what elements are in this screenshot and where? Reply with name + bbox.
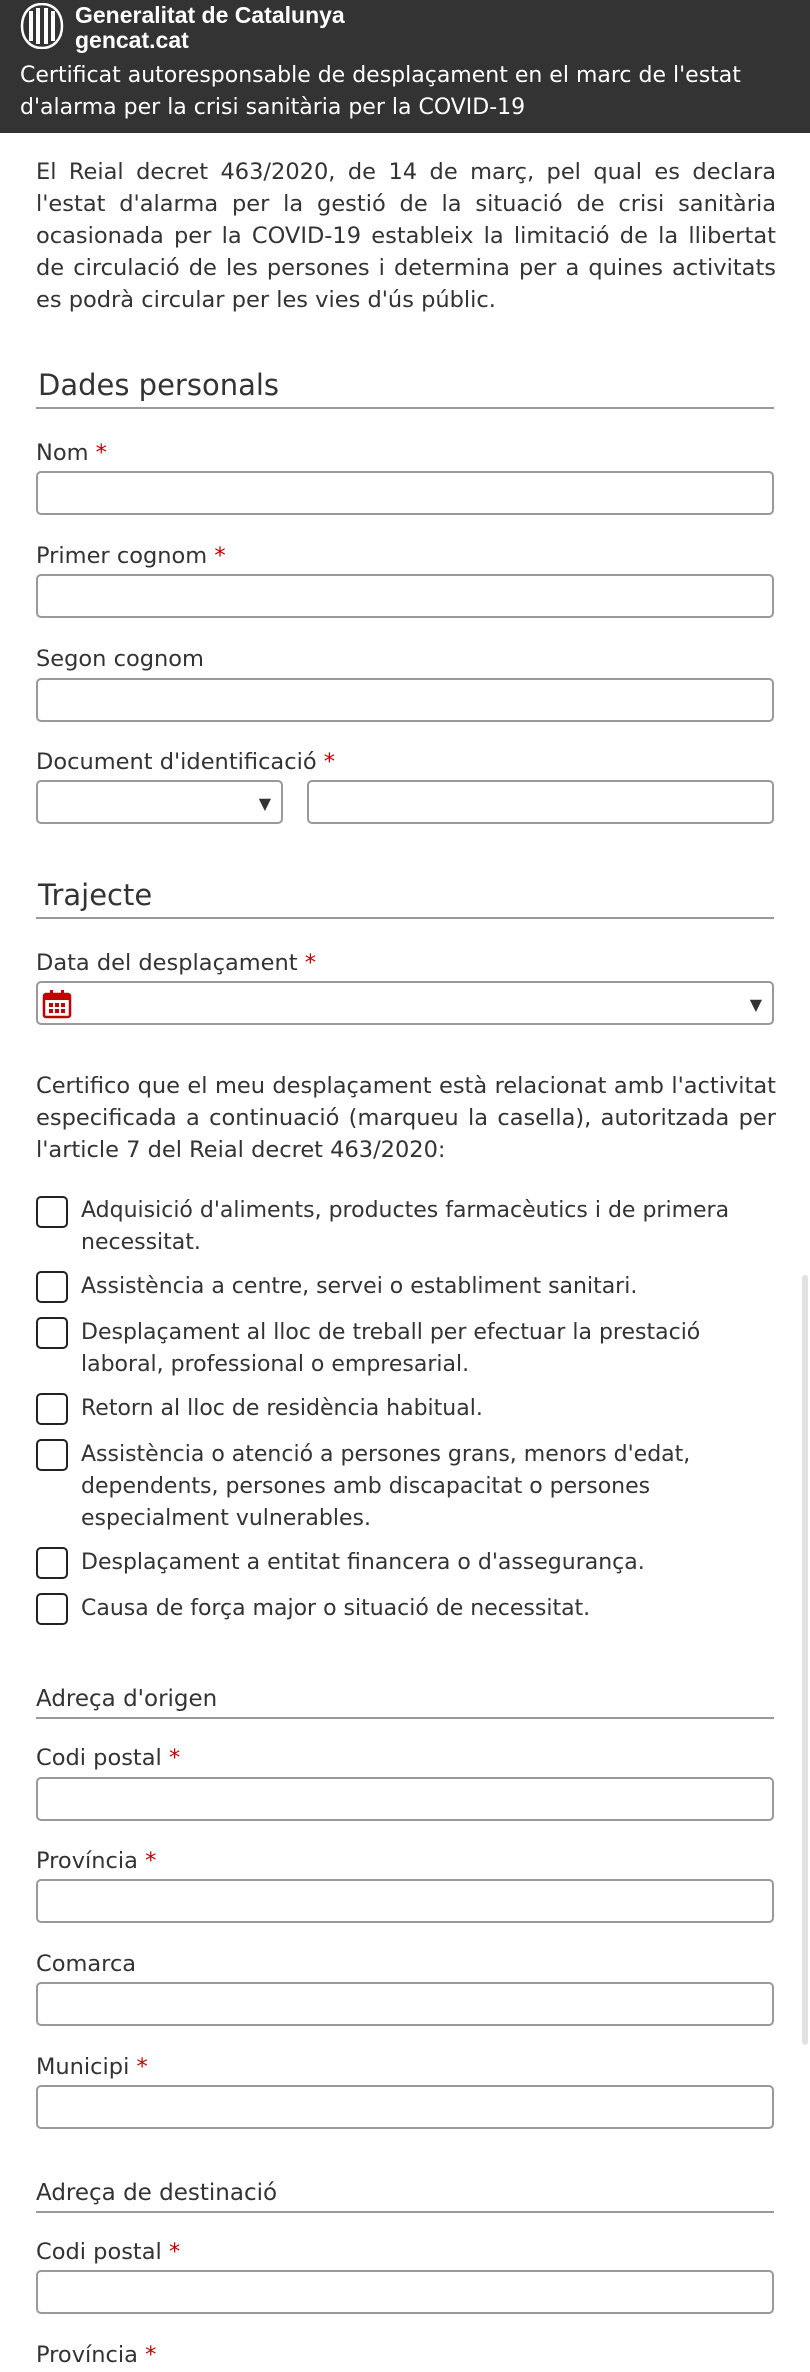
section-title-origen: Adreça d'origen xyxy=(36,1686,218,1712)
activity-label-1: Adquisició d'aliments, productes farmacèutics i de primera necessitat. xyxy=(81,1198,730,1255)
label-origen-provincia: Província * xyxy=(36,1848,157,1874)
activity-label-4: Retorn al lloc de residència habitual. xyxy=(81,1396,483,1421)
section-divider xyxy=(36,407,774,409)
section-title-trajecte: Trajecte xyxy=(38,878,153,912)
activity-checkbox-6[interactable] xyxy=(36,1547,68,1579)
activity-label-5: Assistència o atenció a persones grans, menors d'edat, dependents, persones amb discapacitat o persones especialment vulnerables. xyxy=(81,1442,691,1531)
required-mark: * xyxy=(168,1745,181,1771)
origen-municipi-input[interactable] xyxy=(36,2085,774,2129)
generalitat-logo-icon[interactable] xyxy=(20,3,64,49)
label-data: Data del desplaçament * xyxy=(36,950,316,976)
brand-name[interactable]: Generalitat de Catalunya xyxy=(75,2,345,28)
required-mark: * xyxy=(145,1848,157,1874)
dropdown-arrow-icon: ▼ xyxy=(749,995,762,1014)
label-nom: Nom * xyxy=(36,440,107,466)
activity-checkbox-2[interactable] xyxy=(36,1271,68,1303)
required-mark: * xyxy=(145,2342,157,2368)
segon-cognom-input[interactable] xyxy=(36,678,774,722)
document-number-input[interactable] xyxy=(307,780,774,824)
desti-codi-postal-input[interactable] xyxy=(36,2270,774,2314)
section-divider xyxy=(36,2211,774,2213)
activity-label-6: Desplaçament a entitat financera o d'assegurança. xyxy=(81,1550,645,1575)
label-primer-cognom: Primer cognom * xyxy=(36,543,226,569)
required-mark: * xyxy=(136,2054,148,2080)
activity-checkbox-5[interactable] xyxy=(36,1439,68,1471)
required-mark: * xyxy=(304,950,316,976)
label-origen-comarca: Comarca xyxy=(36,1951,137,1977)
activity-checkbox-7[interactable] xyxy=(36,1593,68,1625)
activity-label-2: Assistència a centre, servei o establiment sanitari. xyxy=(81,1274,638,1299)
activity-checkbox-3[interactable] xyxy=(36,1317,68,1349)
primer-cognom-input[interactable] xyxy=(36,574,774,618)
scrollbar[interactable] xyxy=(802,1275,808,2045)
origen-provincia-input[interactable] xyxy=(36,1879,774,1923)
label-document: Document d'identificació * xyxy=(36,749,336,775)
required-mark: * xyxy=(168,2239,181,2265)
origen-comarca-input[interactable] xyxy=(36,1982,774,2026)
site-header xyxy=(0,0,810,133)
dropdown-arrow-icon: ▼ xyxy=(258,794,271,813)
label-desti-provincia: Província * xyxy=(36,2342,157,2368)
document-type-select[interactable] xyxy=(36,780,283,824)
nom-input[interactable] xyxy=(36,471,774,515)
intro-text: El Reial decret 463/2020, de 14 de març, pel qual es declara l'estat d'alarma per la gestió de la situació de crisi sanitària ocasionada per la COVID-19 estableix la limitació de la llibertat de circulació de les persones i determina per a quines activitats es podrà circular per les vies d'ús públic. xyxy=(36,159,776,313)
activity-label-3: Desplaçament al lloc de treball per efectuar la prestació laboral, professional o empresarial. xyxy=(81,1320,701,1377)
calendar-icon[interactable] xyxy=(42,989,72,1019)
brand-domain[interactable]: gencat.cat xyxy=(75,27,189,53)
page-title: Certificat autoresponsable de desplaçament en el marc de l'estat d'alarma per la crisi sanitària per la COVID-19 xyxy=(20,63,741,120)
required-mark: * xyxy=(323,749,336,775)
section-divider xyxy=(36,1717,774,1719)
activity-checkbox-1[interactable] xyxy=(36,1196,68,1228)
section-divider xyxy=(36,917,774,919)
label-origen-codi-postal: Codi postal * xyxy=(36,1745,181,1771)
origen-codi-postal-input[interactable] xyxy=(36,1777,774,1821)
label-origen-municipi: Municipi * xyxy=(36,2054,148,2080)
section-title-personal: Dades personals xyxy=(38,368,280,402)
activity-label-7: Causa de força major o situació de necessitat. xyxy=(81,1596,591,1621)
required-mark: * xyxy=(95,440,107,466)
required-mark: * xyxy=(214,543,226,569)
certifico-text: Certifico que el meu desplaçament està relacionat amb l'activitat especificada a continuació (marqueu la casella), autoritzada per l'article 7 del Reial decret 463/2020: xyxy=(36,1073,776,1163)
activity-checkbox-4[interactable] xyxy=(36,1393,68,1425)
label-segon-cognom: Segon cognom xyxy=(36,646,204,672)
section-title-desti: Adreça de destinació xyxy=(36,2180,278,2206)
label-desti-codi-postal: Codi postal * xyxy=(36,2239,181,2265)
date-select[interactable] xyxy=(36,981,774,1025)
